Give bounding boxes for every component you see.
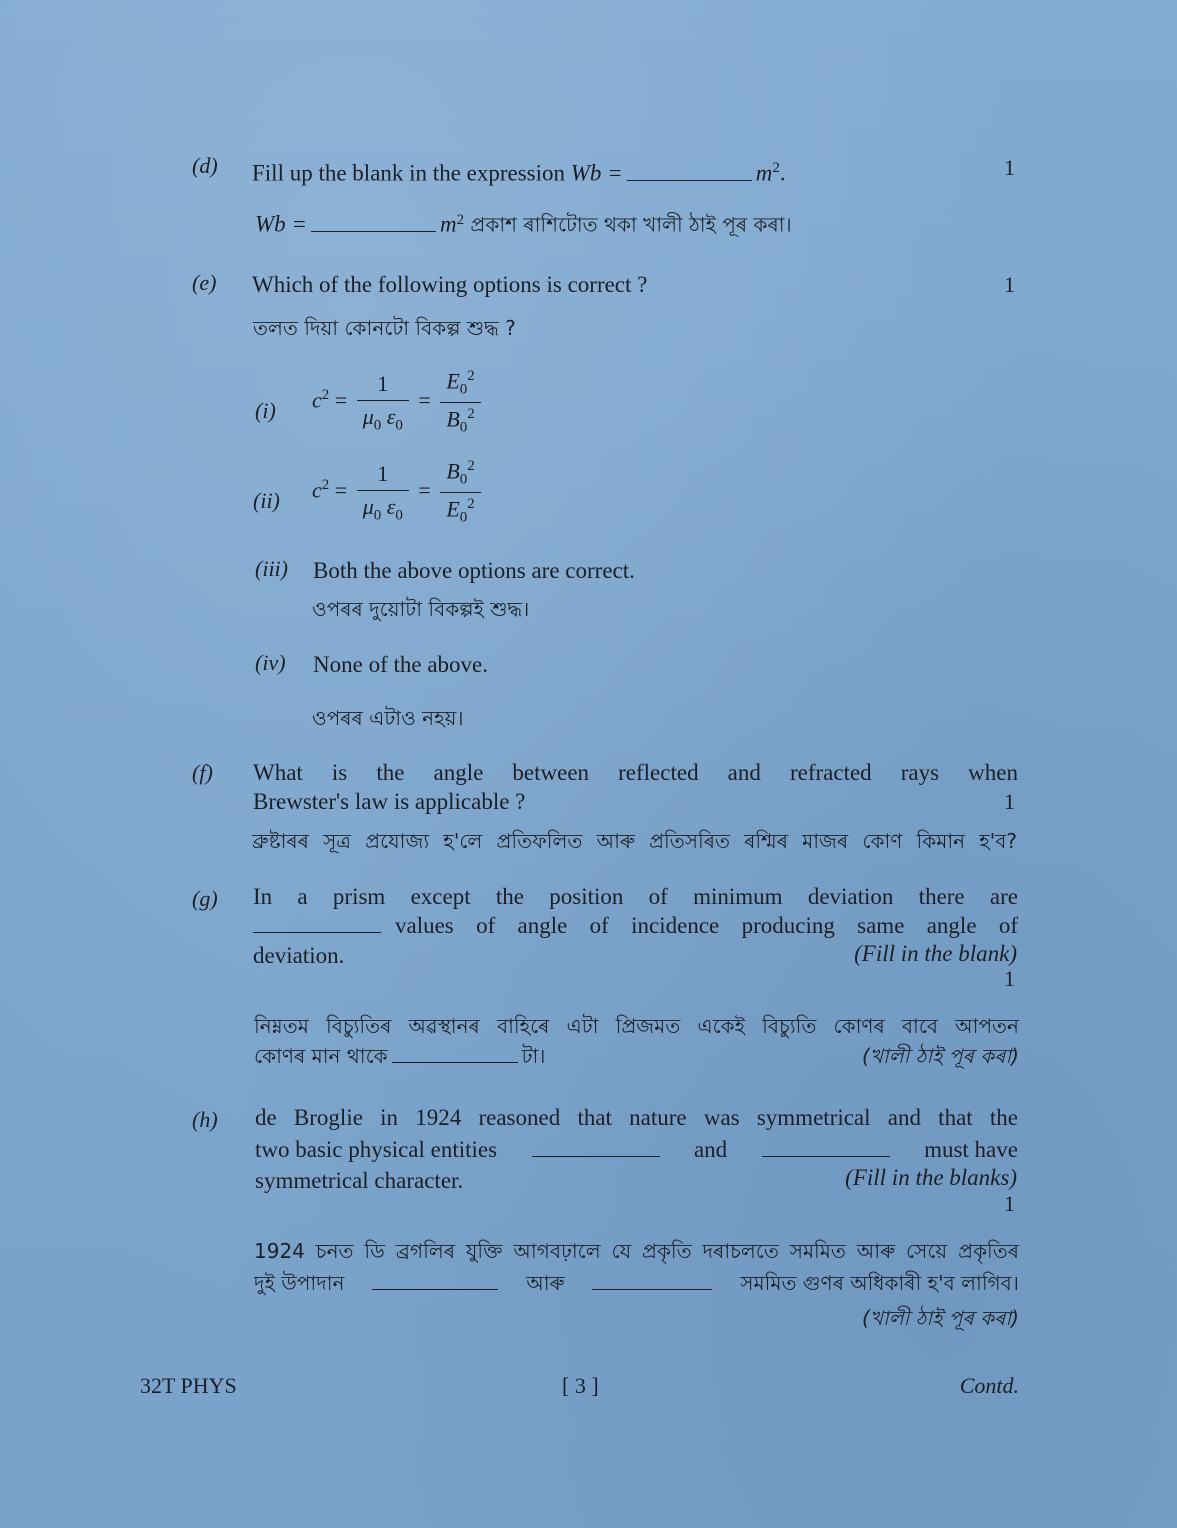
question-h-line-2b: and: [693, 1137, 728, 1162]
option-i-numerator-1: 1: [357, 371, 409, 401]
question-h-fill-note: (Fill in the blanks): [845, 1165, 1017, 1190]
question-g-mark: 1: [1004, 966, 1015, 991]
question-g-label: (g): [192, 886, 218, 911]
option-ii-denominator-1: [357, 491, 409, 524]
b-symbol: B: [446, 406, 460, 432]
question-f-label: (f): [192, 760, 213, 785]
question-f-assamese-text: ব্ৰুষ্টাৰৰ সূত্ৰ প্ৰযোজ্য হ'লে প্ৰতিফলিত আৰু প্ৰতিসৰিত ৰশ্মিৰ মাজৰ কোণ কিমান হ'ব?: [252, 829, 1017, 853]
option-iii-english: Both the above options are correct.: [313, 558, 635, 583]
question-g-line-1: [253, 882, 1018, 912]
option-i-lhs-sup: 2: [321, 386, 330, 403]
question-h-as-fill-note: (খালী ঠাই পূৰ কৰা): [861, 1306, 1019, 1330]
option-iv-english: None of the above.: [313, 652, 488, 677]
footer-paper-code: 32T PHYS: [140, 1373, 237, 1398]
option-ii-fraction-1: [357, 461, 409, 524]
option-i-denominator-2: [440, 403, 480, 437]
answer-blank: [592, 1271, 712, 1290]
question-g-line-2-row: [253, 911, 1018, 941]
question-h-line-3: symmetrical character.: [255, 1168, 464, 1193]
epsilon-symbol: ε: [386, 493, 396, 519]
question-h-line-2a: two basic physical entities: [255, 1137, 498, 1162]
epsilon-sub: 0: [395, 416, 403, 433]
question-h-assamese-2: [254, 1268, 1019, 1298]
option-iii-assamese: ওপৰৰ দুয়োটা বিকল্পই শুদ্ধ।: [312, 597, 530, 621]
question-h-line-2c: must have: [924, 1137, 1018, 1162]
question-h-label: (h): [192, 1107, 218, 1132]
question-h-line-2: [255, 1135, 1018, 1165]
question-d-assamese: [255, 205, 792, 240]
question-d-label: (d): [192, 153, 218, 178]
question-f-line-1: [253, 758, 1018, 788]
question-h-line-1: [255, 1103, 1018, 1133]
question-g-assamese-2: [254, 1041, 545, 1071]
question-g-fill-note: (Fill in the blank): [854, 941, 1017, 966]
question-h-assamese-1: [254, 1236, 1019, 1266]
answer-blank: [372, 1271, 498, 1290]
option-ii-label: (ii): [253, 488, 280, 513]
question-f-line-1-text: What is the angle between reflected and refracted rays when: [253, 760, 1018, 785]
question-d-as-expr-left: Wb =: [255, 211, 307, 237]
answer-blank: [392, 1044, 518, 1063]
question-g-assamese-1: [254, 1011, 1019, 1041]
option-ii-lhs: c: [312, 477, 322, 503]
answer-blank: [253, 914, 381, 933]
b-sup: 2: [467, 458, 475, 474]
question-e-assamese: তলত দিয়া কোনটো বিকল্প শুদ্ধ ?: [253, 316, 516, 340]
epsilon-symbol: ε: [386, 403, 396, 429]
question-h-assamese-1-text: 1924 চনত ডি ব্ৰগলিৰ যুক্তি আগবঢ়ালে যে প্ৰকৃতি দৰাচলতে সমমিত আৰু সেয়ে প্ৰকৃতিৰ: [254, 1239, 1019, 1263]
option-iii-label: (iii): [255, 556, 288, 581]
question-h-assamese-2a: দুই উপাদান: [254, 1271, 345, 1295]
option-i-label: (i): [255, 398, 276, 423]
mu-symbol: μ: [362, 493, 374, 519]
answer-blank: [762, 1138, 890, 1157]
question-f-assamese: [252, 826, 1017, 856]
e-symbol: E: [446, 368, 460, 394]
question-f-line-2: Brewster's law is applicable ?: [253, 789, 526, 814]
question-g-line-3: deviation.: [253, 943, 345, 968]
option-i-lhs: c: [312, 387, 322, 413]
option-i-equation: $c^2$ = $\frac{1}{\mu_0 \varepsilon_0}$ = $\frac{E_0^2}{B_0^2}$: [312, 368, 485, 436]
question-d-english: [252, 153, 786, 189]
question-d-as-expr-sup: 2: [456, 212, 465, 228]
option-ii-lhs-sup: 2: [321, 476, 330, 493]
option-ii-denominator-2: [440, 493, 480, 527]
option-ii-numerator-1: 1: [357, 461, 409, 491]
e-symbol: E: [446, 496, 460, 522]
option-ii-fraction-2: [440, 458, 480, 526]
e-sub: 0: [459, 509, 468, 526]
question-h-assamese-2-row: [254, 1268, 1019, 1298]
footer-contd: Contd.: [959, 1373, 1019, 1398]
e-sup: 2: [467, 495, 475, 512]
question-g-line-1-text: In a prism except the position of minimum deviation there are: [253, 884, 1018, 909]
mu-symbol: μ: [362, 403, 374, 429]
answer-blank: [532, 1138, 660, 1157]
question-d-as-expr-unit: m: [439, 211, 457, 237]
question-g-line-2-text: values of angle of incidence producing same angle of: [395, 913, 1018, 938]
question-f-mark: 1: [1004, 789, 1015, 814]
question-h-mark: 1: [1004, 1191, 1015, 1216]
option-i-numerator-2: [440, 368, 480, 403]
question-h-line-1-text: de Broglie in 1924 reasoned that nature was symmetrical and that the: [255, 1105, 1018, 1130]
b-sup: 2: [467, 405, 475, 422]
question-e-english: Which of the following options is correct ?: [252, 272, 648, 297]
question-g-assamese-1-text: নিম্নতম বিচ্যুতিৰ অৱস্থানৰ বাহিৰে এটা প্ৰিজমত একেই বিচ্যুতি কোণৰ বাবে আপতন: [254, 1014, 1019, 1038]
question-d-expr-left: Wb =: [570, 160, 623, 186]
e-sub: 0: [459, 381, 468, 398]
question-h-assamese-2b: আৰু: [526, 1271, 565, 1295]
b-sub: 0: [459, 471, 468, 488]
b-symbol: B: [446, 458, 460, 484]
mu-sub: 0: [373, 416, 382, 433]
question-d-as-text: প্ৰকাশ ৰাশিটোত থকা খালী ঠাই পূৰ কৰা।: [470, 212, 792, 237]
question-d-mark: 1: [1004, 155, 1015, 180]
e-sup: 2: [467, 368, 475, 384]
option-ii-equation: $c^2$ = $\frac{1}{\mu_0 \varepsilon_0}$ = $\frac{B_0^2}{E_0^2}$: [312, 458, 485, 526]
footer-page-number: [ 3 ]: [562, 1373, 599, 1398]
option-i-fraction-1: [357, 371, 409, 434]
question-d-expr-unit: m: [755, 160, 773, 186]
question-e-mark: 1: [1004, 272, 1015, 297]
mu-sub: 0: [373, 506, 382, 523]
option-i-denominator-1: [357, 401, 409, 434]
question-g-as-fill-note: (খালী ঠাই পূৰ কৰা): [861, 1044, 1019, 1068]
b-sub: 0: [459, 419, 468, 436]
question-d-expr-sup: 2: [772, 160, 780, 176]
question-d-expr-end: .: [779, 160, 786, 186]
question-e-label: (e): [192, 270, 217, 295]
answer-blank: [311, 213, 436, 232]
answer-blank: [627, 162, 752, 181]
option-i-fraction-2: [440, 368, 480, 436]
question-h-line-2-row: [255, 1135, 1018, 1165]
option-iv-label: (iv): [255, 650, 286, 675]
question-g-line-2: [253, 911, 1018, 941]
epsilon-sub: 0: [395, 506, 403, 523]
question-d-text: Fill up the blank in the expression: [252, 160, 566, 186]
question-g-assamese-2a: কোণৰ মান থাকে: [254, 1044, 388, 1068]
option-iv-assamese: ওপৰৰ এটাও নহয়।: [312, 706, 464, 730]
question-g-assamese-2b: টা।: [521, 1044, 546, 1068]
option-ii-numerator-2: [440, 458, 480, 493]
question-h-assamese-2c: সমমিত গুণৰ অধিকাৰী হ'ব লাগিব।: [740, 1271, 1019, 1295]
